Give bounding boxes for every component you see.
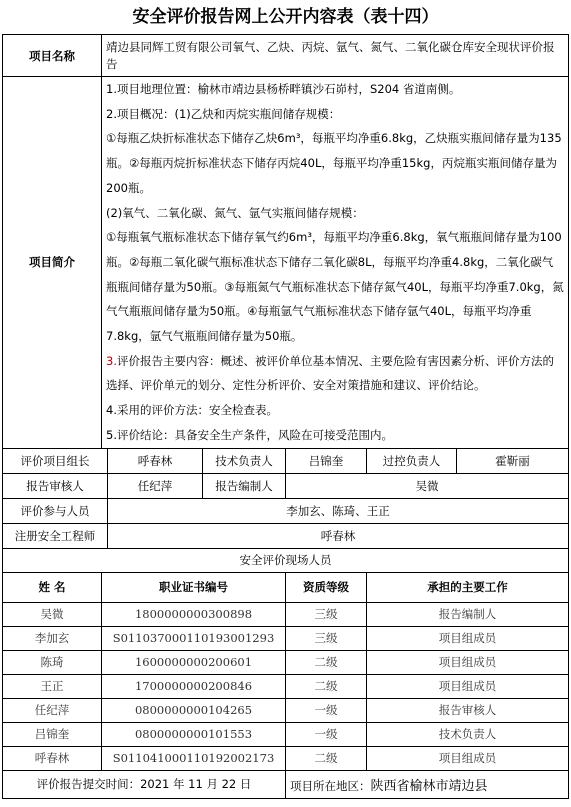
staff-cert: 1700000000200846 — [102, 674, 286, 698]
header-name: 姓 名 — [3, 572, 102, 602]
process-label: 过控负责人 — [367, 448, 457, 473]
table-row — [3, 698, 569, 722]
leader-label: 评价项目组长 — [3, 448, 108, 473]
project-intro-label: 项目简介 — [3, 77, 102, 449]
intro-line-conclusion: 5.评价结论：具备安全生产条件，风险在可接受范围内。 — [106, 427, 393, 442]
staff-name: 任纪萍 — [3, 698, 102, 722]
table-row — [3, 722, 569, 746]
intro-line-main-content — [106, 349, 564, 398]
process-value: 霍靳丽 — [457, 448, 569, 473]
staff-name: 吴微 — [3, 602, 102, 626]
intro-line-location: 1.项目地理位置：榆林市靖边县杨桥畔镇沙石峁村，S204 省道南侧。 — [106, 82, 461, 96]
intro-line-main-content-text: 评价报告主要内容：概述、被评价单位基本情况、主要危险有害因素分析、评价方法的选择、评价单元的划分、定性分析评价、安全对策措施和建议、评价结论。 — [106, 353, 554, 393]
site-staff-title: 安全评价现场人员 — [3, 548, 569, 572]
intro-line-main-content-num: 3. — [106, 353, 117, 368]
participants-row — [3, 498, 569, 523]
reviewer-label: 报告审核人 — [3, 473, 108, 498]
staff-level: 一级 — [286, 698, 367, 722]
staff-work: 报告审核人 — [367, 698, 569, 722]
staff-level: 二级 — [286, 746, 367, 770]
staff-work: 项目组成员 — [367, 650, 569, 674]
staff-work: 报告编制人 — [367, 602, 569, 626]
footer-row — [3, 770, 569, 798]
staff-level: 一级 — [286, 722, 367, 746]
participants-value: 李加玄、陈琦、王正 — [108, 498, 569, 523]
staff-name: 吕锦奎 — [3, 722, 102, 746]
header-work: 承担的主要工作 — [367, 572, 569, 602]
staff-cert: 1800000000300898 — [102, 602, 286, 626]
leader-row — [3, 448, 569, 473]
project-name-label: 项目名称 — [3, 35, 102, 77]
staff-level: 三级 — [286, 626, 367, 650]
author-label: 报告编制人 — [203, 473, 286, 498]
table-row — [3, 602, 569, 626]
leader-value: 呼春林 — [108, 448, 203, 473]
submit-time-label: 评价报告提交时间： — [36, 777, 141, 792]
table-row — [3, 626, 569, 650]
project-intro-content — [102, 77, 569, 449]
reviewer-value: 任纪萍 — [108, 473, 203, 498]
staff-cert: 0800000000101553 — [102, 722, 286, 746]
staff-cert: 0800000000104265 — [102, 698, 286, 722]
disclosure-table — [2, 34, 569, 799]
table-row — [3, 746, 569, 770]
intro-line-acetylene-propane: ①每瓶乙炔折标准状态下储存乙炔6m³，每瓶平均净重6.8kg，乙炔瓶实瓶间储存量为135瓶。②每瓶丙烷折标准状态下储存丙烷40L，每瓶平均净重15kg，丙烷瓶实瓶间储存量为200瓶。 — [106, 131, 562, 195]
project-name-value: 靖边县同辉工贸有限公司氧气、乙炔、丙烷、氩气、氮气、二氧化碳仓库安全现状评价报告 — [102, 35, 569, 77]
staff-cert: 1600000000200601 — [102, 650, 286, 674]
reviewer-row — [3, 473, 569, 498]
tech-label: 技术负责人 — [203, 448, 286, 473]
staff-name: 李加玄 — [3, 626, 102, 650]
staff-name: 陈琦 — [3, 650, 102, 674]
staff-work: 项目组成员 — [367, 674, 569, 698]
page-title: 安全评价报告网上公开内容表（表十四） — [132, 7, 439, 27]
engineer-value: 呼春林 — [108, 523, 569, 548]
project-intro-row — [3, 77, 569, 449]
region-value: 陕西省榆林市靖边县 — [370, 778, 488, 794]
engineer-label: 注册安全工程师 — [3, 523, 108, 548]
staff-cert: S011041000110192002173 — [102, 746, 286, 770]
intro-line-method: 4.采用的评价方法：安全检查表。 — [106, 403, 278, 418]
intro-line-gases-heading: (2)氧气、二氧化碳、氮气、氩气实瓶间储存规模： — [106, 205, 364, 220]
header-level: 资质等级 — [286, 572, 367, 602]
header-cert: 职业证书编号 — [102, 572, 286, 602]
site-staff-title-row — [3, 548, 569, 572]
table-row — [3, 650, 569, 674]
participants-label: 评价参与人员 — [3, 498, 108, 523]
staff-name: 王正 — [3, 674, 102, 698]
staff-work: 技术负责人 — [367, 722, 569, 746]
intro-line-gases-detail: ①每瓶氧气瓶标准状态下储存氧气约6m³，每瓶平均净重6.8kg，氧气瓶瓶间储存量为100瓶。②每瓶二氧化碳气瓶标准状态下储存二氧化碳8L，每瓶平均净重4.8kg，二氧化碳气瓶瓶间储存量为50瓶。③每瓶氮气气瓶标准状态下储存氮气40L，每瓶平均净重7.0kg，氮气气瓶瓶间储存量为50瓶。④每瓶氩气气瓶标准状态下储存氩气40L，每瓶平均净重7.8kg，氩气气瓶瓶间储存量为50瓶。 — [106, 230, 564, 344]
staff-work: 项目组成员 — [367, 746, 569, 770]
staff-level: 三级 — [286, 602, 367, 626]
staff-cert: S011037000110193001293 — [102, 626, 286, 650]
staff-name: 呼春林 — [3, 746, 102, 770]
staff-level: 二级 — [286, 674, 367, 698]
region-label: 项目所在地区： — [290, 778, 371, 793]
staff-work: 项目组成员 — [367, 626, 569, 650]
region-cell — [286, 770, 569, 798]
submit-time-cell — [3, 770, 286, 798]
author-value: 吴微 — [286, 473, 569, 498]
table-row — [3, 674, 569, 698]
submit-date: 2021 年 11 月 22 日 — [140, 777, 252, 792]
project-name-row — [3, 35, 569, 77]
site-staff-header-row — [3, 572, 569, 602]
intro-line-overview: 2.项目概况：(1)乙炔和丙烷实瓶间储存规模： — [106, 106, 341, 121]
staff-level: 二级 — [286, 650, 367, 674]
tech-value: 吕锦奎 — [286, 448, 367, 473]
engineer-row — [3, 523, 569, 548]
